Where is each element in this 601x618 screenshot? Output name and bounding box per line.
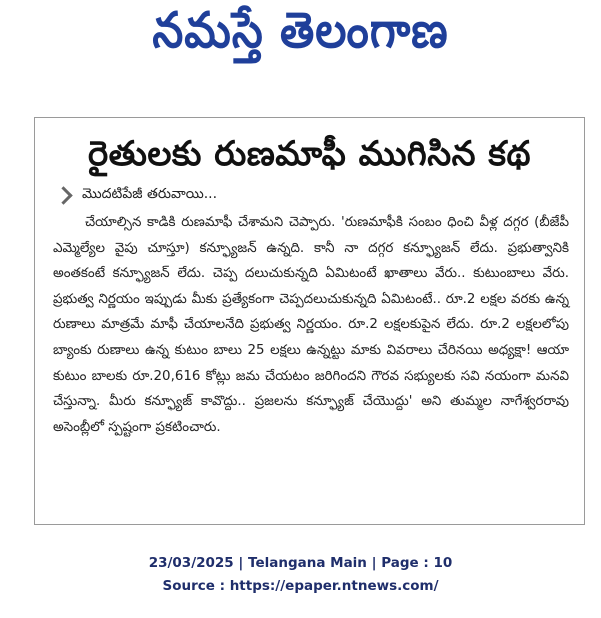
chevron-right-icon [54, 186, 72, 204]
continuation-line [57, 186, 217, 205]
masthead-logo-title: నమస్తే తెలంగాణ [152, 2, 449, 60]
article-headline: రైతులకు రుణమాఫీ ముగిసిన కథ [87, 134, 532, 174]
article-body: చేయాల్సిన కాడికి రుణమాఫీ చేశామని చెప్పారు. 'రుణమాఫీకి సంబం ధించి వీళ్ల దగ్గర (బీజేపీ ఎమ్మెల్యేల వైపు చూస్తూ) కన్ఫ్యూజన్ ఉన్నది. కానీ నా దగ్గర కన్ఫ్యూజన్ లేదు. ప్రభుత్వానికి అంతకంటే కన్ఫ్యూజన్ లేదు. చెప్ప దలుచుకున్నది ఏమిటంటే ఖాతాలు వేరు.. కుటుంబాలు వేరు. ప్రభుత్వ నిర్ణయం ఇప్పుడు మీకు ప్రత్యేకంగా చెప్పదలుచుకున్నది ఏమిటంటే.. రూ.2 లక్షల వరకు ఉన్న రుణాలు మాత్రమే మాఫీ చేయాలనేది ప్రభుత్వ నిర్ణయం. రూ.2 లక్షలకుపైన లేదు. రూ.2 లక్షలలోపు బ్యాంకు రుణాలు ఉన్న కుటుం బాలు 25 లక్షలు ఉన్నట్టు మాకు వివరాలు చేరినయి అధ్యక్షా! ఆయా కుటుం బాలకు రూ.20,616 కోట్లు జమ చేయటం జరిగిందని గౌరవ సభ్యులకు సవి నయంగా మనవి చేస్తున్నా. మీరు కన్ఫ్యూజ్ కావొద్దు.. ప్రజలను కన్ఫ్యూజ్ చేయొద్దు' అని తుమ్మల నాగేశ్వరరావు అసెంబ్లీలో స్పష్టంగా ప్రకటించారు. [53, 215, 569, 435]
continuation-label: మొదటిపేజీ తరువాయి... [82, 186, 218, 202]
footer-date-edition-page: 23/03/2025 | Telangana Main | Page : 10 [148, 555, 453, 571]
masthead [0, 0, 601, 78]
news-clipping [34, 117, 585, 525]
footer-source: Source : https://epaper.ntnews.com/ [162, 578, 439, 594]
